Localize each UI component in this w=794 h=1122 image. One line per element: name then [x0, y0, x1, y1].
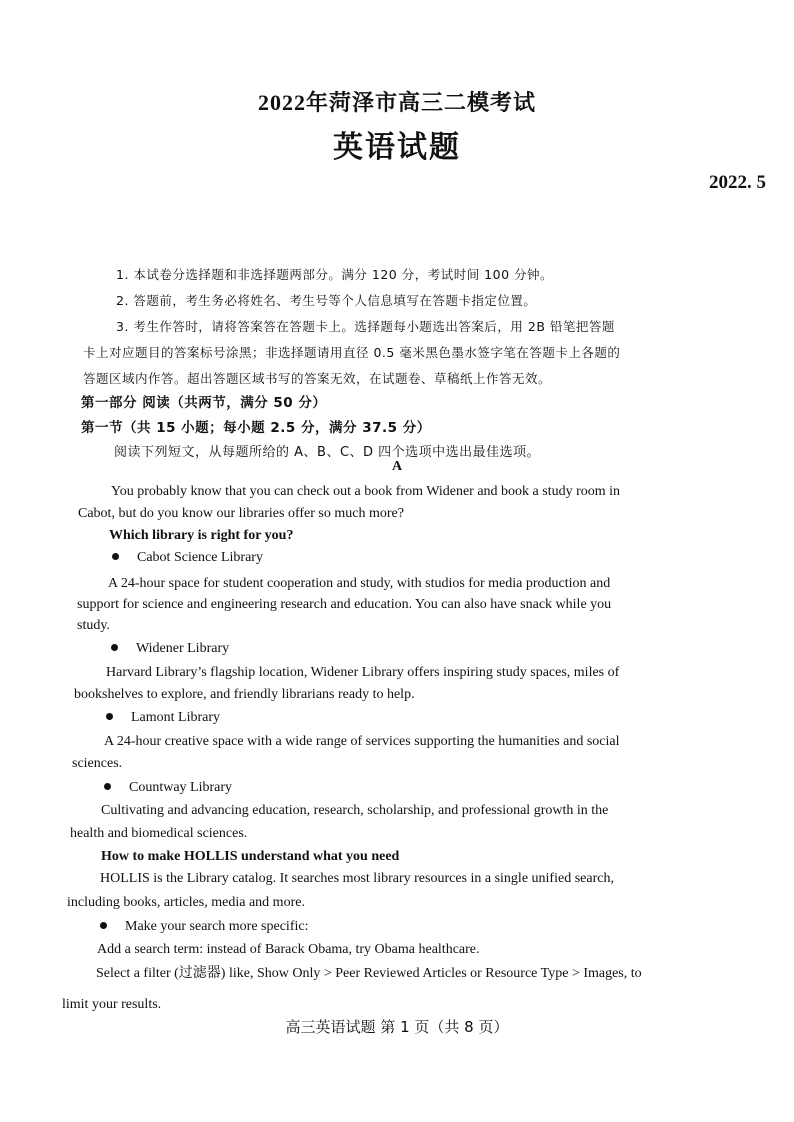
- library-item-lamont: [106, 709, 220, 727]
- instruction-3-cont-2: 答题区域内作答。超出答题区域书写的答案无效，在试题卷、草稿纸上作答无效。: [83, 371, 552, 386]
- library-item-cabot: [112, 549, 263, 567]
- instruction-3-cont-1: 卡上对应题目的答案标号涂黑；非选择题请用直径 0.5 毫米黑色墨水签字笔在答题卡上各题的: [83, 345, 621, 360]
- section1-heading: 第一节（共 15 小题；每小题 2.5 分，满分 37.5 分）: [81, 420, 431, 436]
- library-name: Widener Library: [136, 641, 230, 656]
- library-item-widener: [111, 640, 229, 658]
- cabot-desc-2: support for science and engineering research and education. You can also have snack while you: [77, 597, 612, 612]
- page-footer: 高三英语试题 第 1 页（共 8 页）: [285, 1018, 509, 1036]
- library-name: Lamont Library: [131, 710, 221, 725]
- bullet-icon: [111, 644, 118, 651]
- bullet-icon: [104, 783, 111, 790]
- passage-label: A: [391, 459, 403, 474]
- hollis-line-2: including books, articles, media and more.: [67, 895, 305, 910]
- tip-line-2: Select a filter (过滤器) like, Show Only > Peer Reviewed Articles or Resource Type > Images, to: [96, 966, 642, 981]
- bullet-icon: [100, 922, 107, 929]
- lamont-desc-1: A 24-hour creative space with a wide range of services supporting the humanities and social: [104, 734, 620, 749]
- search-tip-text: Make your search more specific:: [125, 919, 309, 934]
- cabot-desc-3: study.: [77, 618, 110, 633]
- cabot-desc-1: A 24-hour space for student cooperation and study, with studios for media production and: [108, 576, 611, 591]
- exam-date: 2022. 5: [709, 172, 766, 193]
- hollis-heading: How to make HOLLIS understand what you need: [101, 849, 400, 864]
- exam-title: 2022年菏泽市高三二模考试: [257, 90, 536, 115]
- library-name: Cabot Science Library: [137, 550, 263, 565]
- instruction-1: 1. 本试卷分选择题和非选择题两部分。满分 120 分，考试时间 100 分钟。: [116, 267, 554, 282]
- search-tip-item: [100, 918, 308, 936]
- bullet-icon: [112, 553, 119, 560]
- intro-line-2: Cabot, but do you know our libraries offer so much more?: [78, 506, 404, 521]
- tip-line-1: Add a search term: instead of Barack Obama, try Obama healthcare.: [97, 942, 480, 957]
- instruction-3: 3. 考生作答时，请将答案答在答题卡上。选择题每小题选出答案后，用 2B 铅笔把答题: [116, 319, 615, 334]
- bullet-icon: [106, 713, 113, 720]
- reading-directions: 阅读下列短文，从每题所给的 A、B、C、D 四个选项中选出最佳选项。: [114, 445, 541, 460]
- library-name: Countway Library: [129, 780, 233, 795]
- exam-subject: 英语试题: [333, 131, 461, 164]
- library-question-heading: Which library is right for you?: [109, 528, 294, 543]
- countway-desc-1: Cultivating and advancing education, research, scholarship, and professional growth in the: [101, 803, 609, 818]
- countway-desc-2: health and biomedical sciences.: [70, 826, 248, 841]
- part1-heading: 第一部分 阅读（共两节，满分 50 分）: [81, 395, 327, 411]
- lamont-desc-2: sciences.: [72, 756, 123, 771]
- widener-desc-2: bookshelves to explore, and friendly librarians ready to help.: [74, 687, 415, 702]
- hollis-line-1: HOLLIS is the Library catalog. It searches most library resources in a single unified search,: [100, 871, 614, 886]
- intro-line-1: You probably know that you can check out a book from Widener and book a study room in: [111, 484, 621, 499]
- widener-desc-1: Harvard Library’s flagship location, Widener Library offers inspiring study spaces, miles of: [106, 665, 620, 680]
- tip-line-3: limit your results.: [62, 997, 162, 1012]
- library-item-countway: [104, 779, 232, 797]
- instruction-2: 2. 答题前，考生务必将姓名、考生号等个人信息填写在答题卡指定位置。: [116, 293, 537, 308]
